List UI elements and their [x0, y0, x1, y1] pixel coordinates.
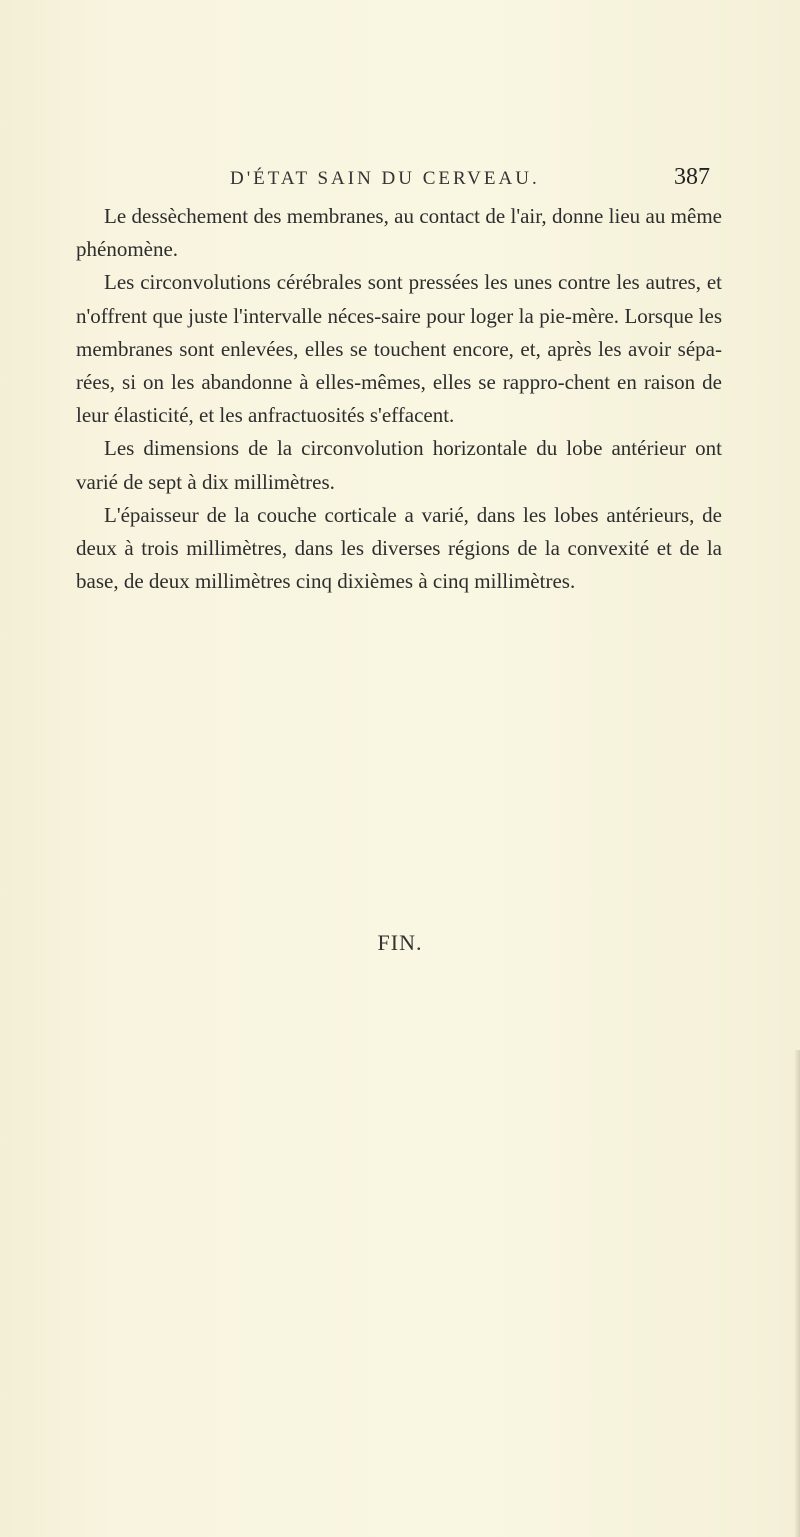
paragraph: Les dimensions de la circonvolution horizontale du lobe antérieur ont varié de sept à dix millimètres.	[76, 436, 722, 494]
end-mark: FIN.	[377, 930, 423, 955]
page-header	[230, 164, 710, 198]
paragraph: Le dessèchement des membranes, au contact de l'air, donne lieu au même phénomène.	[76, 204, 722, 262]
page-number: 387	[674, 164, 710, 190]
page-edge-shadow	[794, 1050, 800, 1537]
paragraph: Les circonvolutions cérébrales sont pressées les unes contre les autres, et n'offrent que juste l'intervalle néces-saire pour loger la pie-mère. Lorsque les membranes sont enlevées, elles se touchent encore, et, après les avoir sépa-rées, si on les abandonne à elles-mêmes, elles se rappro-chent en raison de leur élasticité, et les anfractuosités s'effacent.	[76, 270, 722, 428]
paragraph: L'épaisseur de la couche corticale a varié, dans les lobes antérieurs, de deux à trois millimètres, dans les diverses régions de la convexité et de la base, de deux millimètres cinq dixièmes à cinq millimètres.	[76, 502, 722, 594]
running-head: D'ÉTAT SAIN DU CERVEAU.	[230, 168, 540, 189]
body-text	[76, 200, 722, 598]
